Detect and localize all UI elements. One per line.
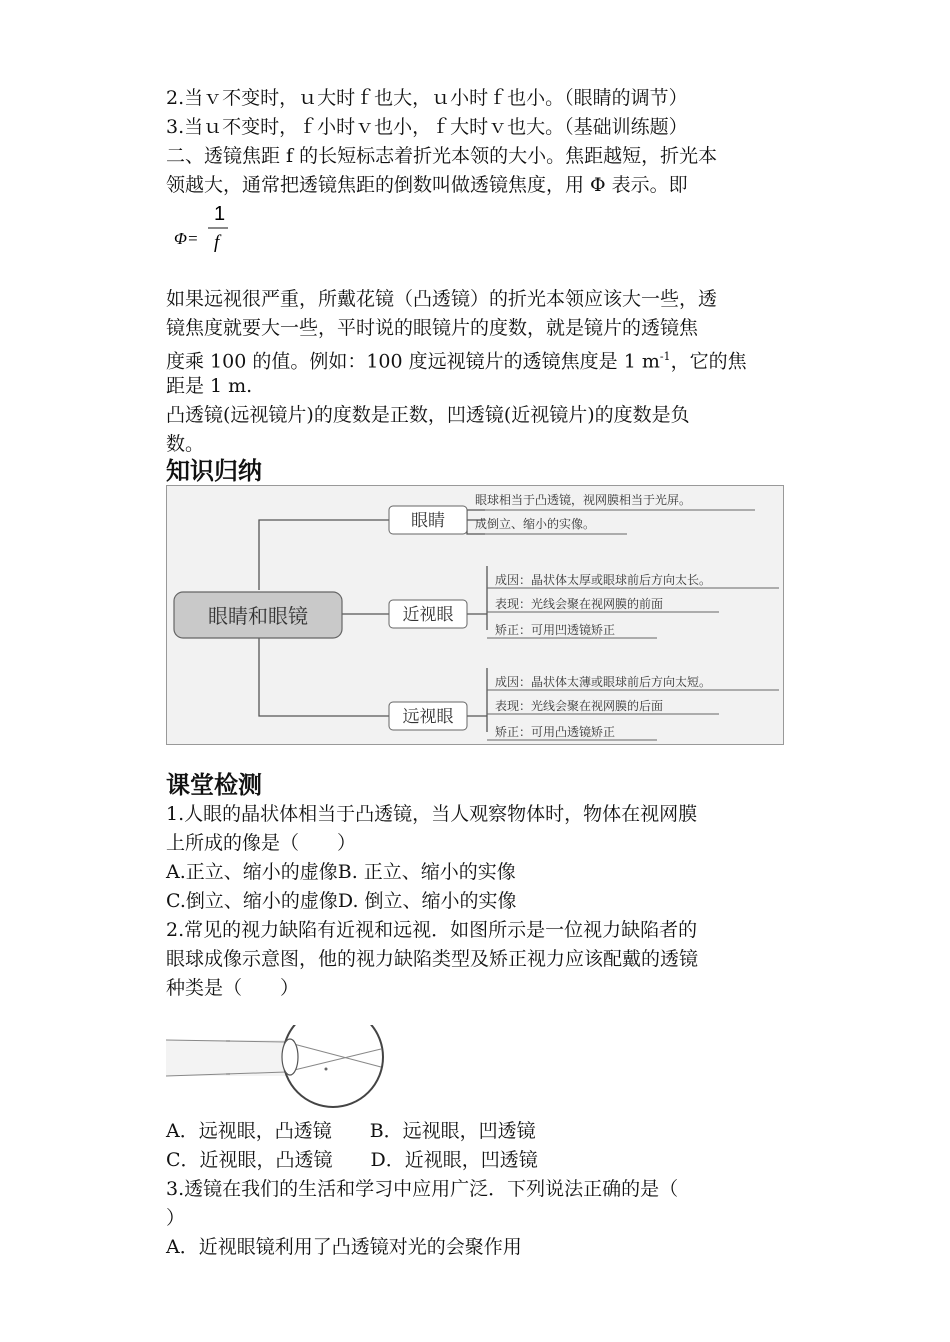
- question-2-stem: 2.常见的视力缺陷有近视和远视．如图所示是一位视力缺陷者的: [166, 919, 698, 941]
- crystalline-lens: [282, 1039, 298, 1075]
- question-1-options: C.倒立、缩小的虚像D. 倒立、缩小的实像: [166, 890, 517, 912]
- formula-numerator: 1: [214, 203, 226, 225]
- light-beam: [166, 1040, 286, 1076]
- text-span: 度乘 100 的值。例如：100 度远视镜片的透镜焦度是 1 m: [166, 350, 660, 373]
- eye-note: 眼球相当于凸透镜，视网膜相当于光屏。: [475, 493, 692, 507]
- question-3-stem: 3.透镜在我们的生活和学习中应用广泛．下列说法正确的是（: [166, 1178, 679, 1200]
- text-line: 如果远视很严重，所戴花镜（凸透镜）的折光本领应该大一些，透: [166, 288, 718, 310]
- question-3-option-a: A．近视眼镜利用了凸透镜对光的会聚作用: [166, 1236, 522, 1258]
- text-line: 凸透镜(远视镜片)的度数是正数，凹透镜(近视镜片)的度数是负: [166, 404, 690, 426]
- myopia-note: 成因：晶状体太厚或眼球前后方向太长。: [495, 573, 712, 587]
- mind-map: [166, 485, 784, 745]
- question-3-stem: ）: [166, 1207, 186, 1229]
- myopia-note: 矫正：可用凹透镜矫正: [495, 623, 616, 637]
- text-line: 距是 1 m.: [166, 375, 253, 397]
- text-line: 3.当ｕ不变时，ｆ小时ｖ也小，ｆ大时ｖ也大。（基础训练题）: [166, 116, 688, 138]
- hyperopia-note: 成因：晶状体太薄或眼球前后方向太短。: [495, 675, 712, 689]
- question-2-stem: 眼球成像示意图，他的视力缺陷类型及矫正视力应该配戴的透镜: [166, 948, 699, 970]
- text-line: 2.当ｖ不变时，ｕ大时ｆ也大，ｕ小时ｆ也小。（眼睛的调节）: [166, 87, 688, 109]
- formula-lhs: Φ=: [174, 229, 199, 248]
- question-1-options: A.正立、缩小的虚像B. 正立、缩小的实像: [166, 861, 516, 883]
- superscript: -1: [659, 350, 671, 363]
- hyperopia-note: 表现：光线会聚在视网膜的后面: [495, 699, 664, 713]
- eye-note: 成倒立、缩小的实像。: [475, 517, 596, 531]
- question-2-stem: 种类是（ ）: [166, 977, 300, 999]
- hyperopia-note: 矫正：可用凸透镜矫正: [495, 725, 616, 739]
- text-line: 数。: [166, 433, 205, 455]
- node-myopia-label: 近视眼: [402, 605, 454, 625]
- ray: [286, 1042, 381, 1067]
- node-eye-label: 眼睛: [411, 511, 445, 531]
- question-2-options: C．近视眼，凸透镜 D．近视眼，凹透镜: [166, 1149, 538, 1171]
- text-line: 领越大，通常把透镜焦距的倒数叫做透镜焦度，用 Φ 表示。即: [166, 174, 688, 196]
- eye-diagram: [166, 1025, 396, 1110]
- formula-denominator: f: [214, 232, 220, 253]
- text-line: 二、透镜焦距 f 的长短标志着折光本领的大小。焦距越短，折光本: [166, 145, 718, 167]
- text-span: ，它的焦: [670, 350, 747, 373]
- mind-map-diagram: [167, 486, 785, 746]
- node-hyperopia-label: 远视眼: [402, 707, 454, 727]
- text-line: 镜焦度就要大一些，平时说的眼镜片的度数，就是镜片的透镜焦: [166, 317, 699, 339]
- ray: [286, 1049, 381, 1072]
- eyeball: [283, 1025, 383, 1107]
- focus-point: [325, 1068, 328, 1071]
- text-line: [166, 343, 747, 375]
- question-1-stem: 1.人眼的晶状体相当于凸透镜，当人观察物体时，物体在视网膜: [166, 803, 698, 825]
- root-label: 眼睛和眼镜: [208, 604, 308, 628]
- focal-power-formula: [174, 198, 254, 258]
- question-2-options: A．远视眼，凸透镜 B．远视眼，凹透镜: [166, 1120, 536, 1142]
- question-1-stem: 上所成的像是（ ）: [166, 832, 357, 854]
- myopia-note: 表现：光线会聚在视网膜的前面: [495, 597, 664, 611]
- section-title-knowledge: 知识归纳: [166, 457, 262, 485]
- section-title-quiz: 课堂检测: [166, 771, 262, 799]
